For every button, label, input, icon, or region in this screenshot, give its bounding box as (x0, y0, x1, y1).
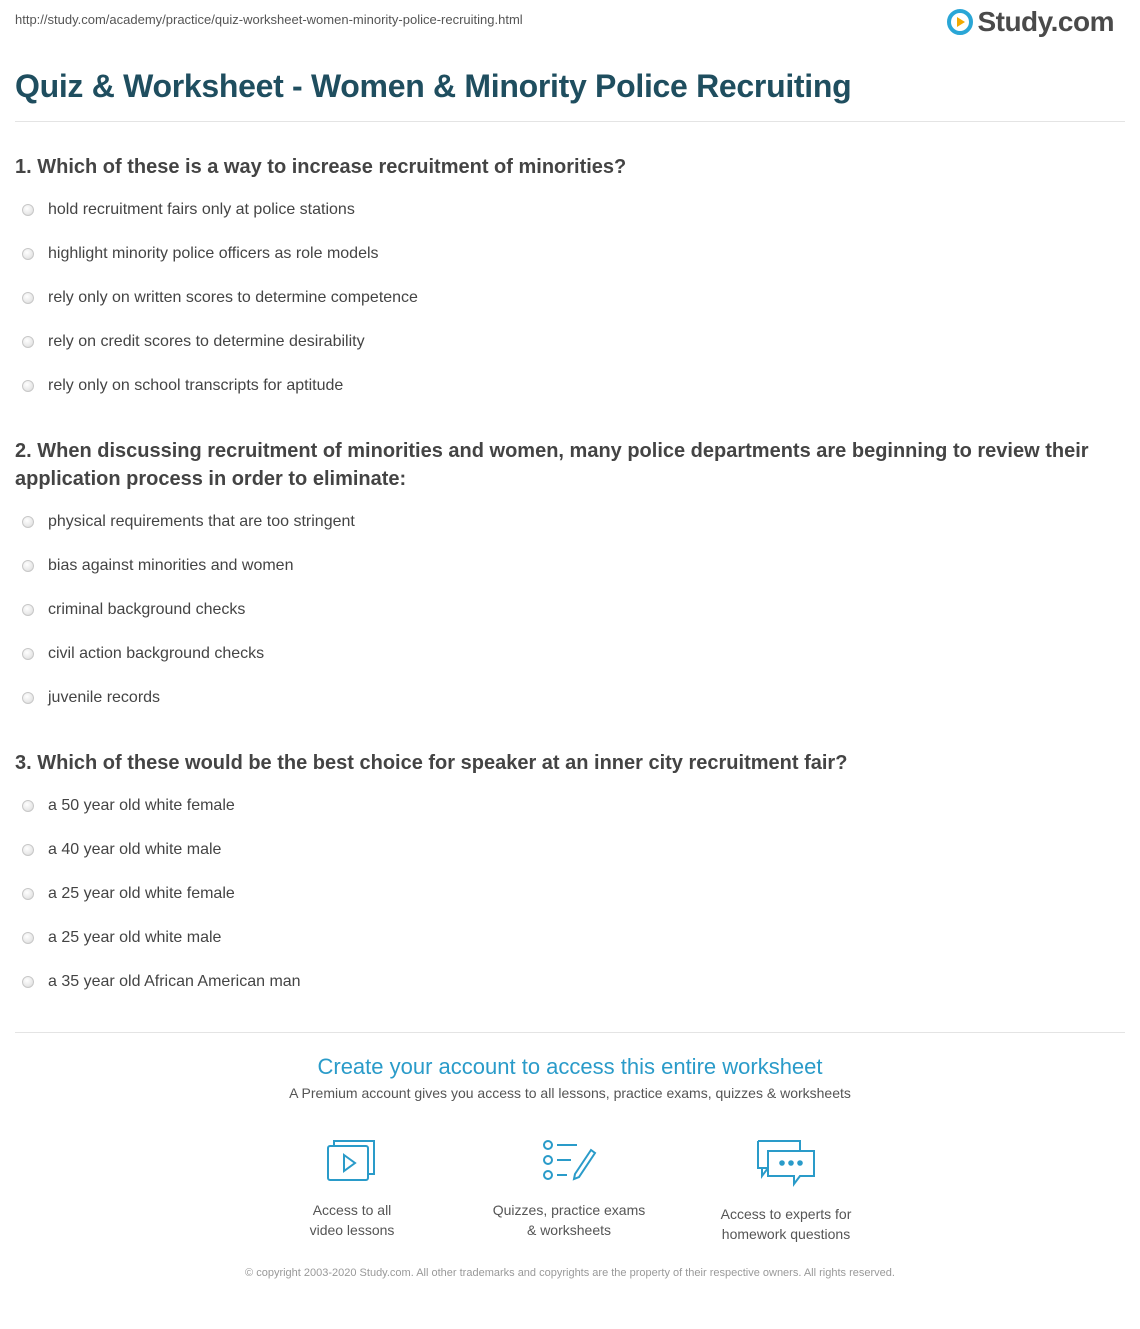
radio-button[interactable] (22, 604, 34, 616)
question-1: 1. Which of these is a way to increase recruitment of minorities? (15, 156, 627, 178)
option-label: hold recruitment fairs only at police stations (48, 201, 355, 218)
feature-label: Access to experts for homework questions (720, 1206, 852, 1242)
question-2: 2. When discussing recruitment of minorities and women, many police departments are beginning to review their application process in order to eliminate: (15, 440, 1089, 490)
option-label: criminal background checks (48, 601, 246, 618)
radio-button[interactable] (22, 336, 34, 348)
option-label: a 40 year old white male (48, 841, 222, 858)
radio-button[interactable] (22, 292, 34, 304)
feature-video-lessons (252, 1138, 452, 1240)
feature-label: Access to all video lessons (309, 1202, 395, 1238)
feature-label: Quizzes, practice exams & worksheets (492, 1202, 646, 1238)
title-divider (15, 121, 1125, 122)
question-3: 3. Which of these would be the best choice for speaker at an inner city recruitment fair? (15, 752, 848, 774)
logo-text: Study.com (977, 6, 1114, 37)
q2-option-1[interactable] (22, 511, 355, 533)
feature-experts (686, 1138, 886, 1244)
q1-option-3[interactable] (22, 287, 418, 309)
q3-option-4[interactable] (22, 927, 221, 949)
quiz-checklist-icon (541, 1138, 597, 1184)
option-label: a 25 year old white female (48, 885, 235, 902)
q2-option-5[interactable] (22, 687, 160, 709)
radio-button[interactable] (22, 888, 34, 900)
q2-option-3[interactable] (22, 599, 245, 621)
q3-option-1[interactable] (22, 795, 235, 817)
premium-description: A Premium account gives you access to all lessons, practice exams, quizzes & worksheets (289, 1085, 851, 1101)
play-circle-icon (947, 9, 973, 35)
option-label: highlight minority police officers as role models (48, 245, 379, 262)
radio-button[interactable] (22, 800, 34, 812)
q1-option-2[interactable] (22, 243, 379, 265)
radio-button[interactable] (22, 976, 34, 988)
copyright-text: © copyright 2003-2020 Study.com. All other trademarks and copyrights are the property of their respective owners. All rights reserved. (245, 1267, 895, 1279)
q1-option-4[interactable] (22, 331, 365, 353)
option-label: a 35 year old African American man (48, 973, 301, 990)
option-label: rely only on school transcripts for aptitude (48, 377, 344, 394)
option-label: physical requirements that are too stringent (48, 513, 355, 530)
option-label: bias against minorities and women (48, 557, 294, 574)
radio-button[interactable] (22, 692, 34, 704)
radio-button[interactable] (22, 932, 34, 944)
q3-option-5[interactable] (22, 971, 301, 993)
q1-option-5[interactable] (22, 375, 343, 397)
option-label: rely on credit scores to determine desirability (48, 333, 365, 350)
radio-button[interactable] (22, 204, 34, 216)
option-label: a 25 year old white male (48, 929, 222, 946)
feature-quizzes (469, 1138, 669, 1240)
radio-button[interactable] (22, 380, 34, 392)
study-logo[interactable] (947, 6, 1114, 38)
option-label: a 50 year old white female (48, 797, 235, 814)
q3-option-2[interactable] (22, 839, 221, 861)
q2-option-2[interactable] (22, 555, 293, 577)
q2-option-4[interactable] (22, 643, 264, 665)
radio-button[interactable] (22, 648, 34, 660)
q1-option-1[interactable] (22, 199, 355, 221)
copyright-footer (0, 1265, 1140, 1282)
video-lessons-icon (326, 1138, 378, 1184)
page-title: Quiz & Worksheet - Women & Minority Police Recruiting (15, 68, 852, 104)
radio-button[interactable] (22, 844, 34, 856)
radio-button[interactable] (22, 248, 34, 260)
option-label: juvenile records (48, 689, 161, 706)
option-label: civil action background checks (48, 645, 265, 662)
q3-option-3[interactable] (22, 883, 235, 905)
option-label: rely only on written scores to determine competence (48, 289, 418, 306)
radio-button[interactable] (22, 516, 34, 528)
radio-button[interactable] (22, 560, 34, 572)
chat-bubbles-icon (754, 1138, 818, 1188)
cta-divider (15, 1032, 1125, 1033)
create-account-link[interactable]: Create your account to access this entire worksheet (317, 1054, 823, 1079)
page-url: http://study.com/academy/practice/quiz-worksheet-women-minority-police-recruiting.html (15, 12, 523, 27)
